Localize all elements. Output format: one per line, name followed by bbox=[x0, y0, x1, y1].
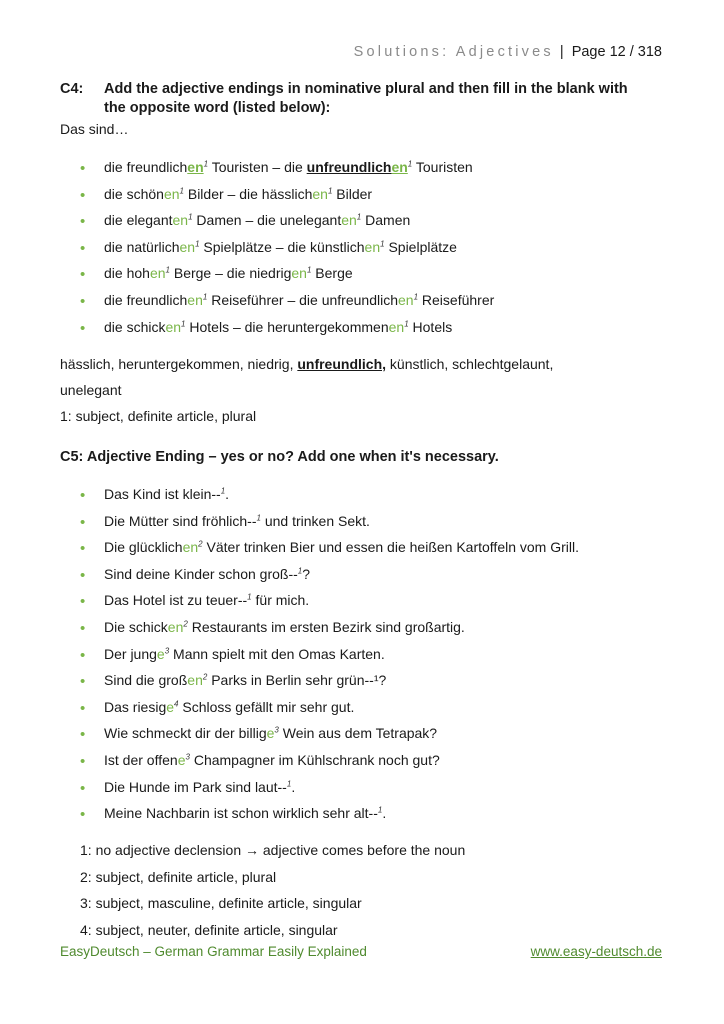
item-text: Die glücklich bbox=[104, 539, 183, 556]
list-item bbox=[78, 486, 579, 513]
header-separator: | bbox=[559, 44, 564, 60]
word-list-part: künstlich, schlechtgelaunt, bbox=[386, 356, 554, 372]
bullet-icon: • bbox=[80, 646, 86, 664]
footnote: 1: no adjective declension → adjective comes before the noun bbox=[80, 842, 466, 858]
bullet-icon: • bbox=[80, 593, 86, 611]
footnote-marker: 1 bbox=[327, 185, 333, 195]
item-text: Sind deine Kinder schon groß-- bbox=[104, 565, 298, 582]
list-item bbox=[78, 186, 494, 213]
item-text: Mann spielt mit den Omas Karten. bbox=[169, 645, 385, 662]
bullet-icon: • bbox=[80, 779, 86, 797]
item-text: Die Mütter sind fröhlich-- bbox=[104, 512, 257, 529]
bullet-icon: • bbox=[80, 513, 86, 531]
bullet-icon: • bbox=[80, 566, 86, 584]
bullet-icon: • bbox=[80, 319, 86, 337]
item-text: die freundlich bbox=[104, 159, 188, 175]
list-item bbox=[78, 779, 579, 806]
adjective-ending: en bbox=[165, 318, 182, 335]
list-item bbox=[78, 539, 579, 566]
c4-number: C4: bbox=[60, 81, 84, 97]
list-item bbox=[78, 319, 494, 346]
item-text: . bbox=[382, 805, 387, 822]
adjective-ending: en bbox=[187, 291, 203, 308]
footnote-marker: 3 bbox=[185, 752, 190, 762]
item-text: Hotels bbox=[408, 318, 453, 335]
adjective-ending: en bbox=[182, 539, 199, 556]
item-text: Parks in Berlin sehr grün--¹? bbox=[207, 672, 387, 689]
list-item bbox=[78, 265, 494, 292]
footnote-marker: 1 bbox=[202, 292, 208, 302]
adjective-ending: en bbox=[179, 238, 196, 255]
adjective-ending: en bbox=[187, 672, 203, 689]
footnote-marker: 1 bbox=[220, 486, 226, 496]
adjective-ending: en bbox=[163, 185, 180, 202]
c5-exercise-list bbox=[78, 486, 579, 832]
c4-note: 1: subject, definite article, plural bbox=[60, 408, 257, 424]
adjective-ending: e bbox=[156, 645, 165, 662]
adjective-ending: en bbox=[172, 212, 189, 229]
list-item bbox=[78, 619, 579, 646]
item-text: Schloss gefällt mir sehr gut. bbox=[178, 698, 355, 715]
item-text: Damen bbox=[361, 212, 411, 229]
list-item bbox=[78, 566, 579, 593]
list-item bbox=[78, 699, 579, 726]
c4-title-line1: Add the adjective endings in nominative plural and then fill in the blank with bbox=[104, 81, 628, 97]
footnote-marker: 1 bbox=[356, 212, 362, 222]
footnote-marker: 1 bbox=[195, 239, 200, 249]
list-item bbox=[78, 592, 579, 619]
item-text: die elegant bbox=[104, 212, 173, 229]
list-item bbox=[78, 292, 494, 319]
item-text: Das Hotel ist zu teuer-- bbox=[104, 592, 248, 609]
item-text: Berge bbox=[311, 265, 353, 282]
adjective-ending: en bbox=[167, 618, 184, 635]
item-text: Die Hunde im Park sind laut-- bbox=[104, 778, 287, 795]
adjective-ending: en bbox=[187, 159, 204, 175]
bullet-icon: • bbox=[80, 186, 86, 204]
c4-exercise-list bbox=[78, 159, 494, 345]
c4-title-line2: the opposite word (listed below): bbox=[104, 100, 331, 116]
adjective-ending: e bbox=[177, 751, 186, 768]
list-item bbox=[78, 672, 579, 699]
c4-intro: Das sind… bbox=[60, 121, 129, 137]
item-text: die hoh bbox=[104, 265, 150, 282]
footnote-marker: 1 bbox=[407, 159, 413, 169]
bullet-icon: • bbox=[80, 540, 86, 558]
item-text: Reiseführer bbox=[418, 291, 495, 308]
c5-notes bbox=[80, 837, 465, 943]
item-text: Das Kind ist klein-- bbox=[104, 486, 221, 502]
item-text: die schick bbox=[104, 318, 166, 335]
bullet-icon: • bbox=[80, 266, 86, 284]
item-text: ? bbox=[302, 565, 311, 582]
bullet-icon: • bbox=[80, 239, 86, 257]
adjective-ending: e bbox=[266, 725, 275, 742]
footer-brand: EasyDeutsch – German Grammar Easily Explained bbox=[60, 944, 367, 959]
adjective-ending: en bbox=[364, 238, 381, 255]
item-text: und trinken Sekt. bbox=[260, 512, 370, 529]
list-item bbox=[78, 646, 579, 673]
footnote-marker: 1 bbox=[286, 778, 292, 788]
item-text: . bbox=[291, 778, 296, 795]
answer-word: unfreundlich bbox=[306, 159, 392, 175]
footnote-marker: 2 bbox=[202, 672, 208, 682]
item-text: Wie schmeckt dir der billig bbox=[104, 725, 267, 742]
list-item bbox=[78, 805, 579, 832]
item-text: Das riesig bbox=[104, 698, 167, 715]
c5-heading: C5: Adjective Ending – yes or no? Add one when it's necessary. bbox=[60, 449, 499, 465]
adjective-ending: en bbox=[391, 159, 408, 175]
item-text: Wein aus dem Tetrapak? bbox=[278, 725, 438, 742]
list-item bbox=[78, 212, 494, 239]
bullet-icon: • bbox=[80, 160, 86, 177]
item-text: Bilder – die hässlich bbox=[183, 185, 313, 202]
adjective-ending: en bbox=[341, 212, 357, 229]
bullet-icon: • bbox=[80, 213, 86, 231]
item-text: für mich. bbox=[251, 592, 310, 609]
c4-word-list-cont: unelegant bbox=[60, 382, 122, 398]
item-text: die schön bbox=[104, 185, 164, 202]
bullet-icon: • bbox=[80, 726, 86, 744]
item-text: Touristen bbox=[412, 159, 473, 175]
adjective-ending: en bbox=[149, 265, 166, 282]
footnote-marker: 1 bbox=[380, 239, 385, 249]
adjective-ending: en bbox=[397, 291, 414, 308]
bullet-icon: • bbox=[80, 292, 86, 310]
item-text: Ist der offen bbox=[104, 751, 178, 768]
item-text: Väter trinken Bier und essen die heißen Kartoffeln vom Grill. bbox=[202, 539, 579, 556]
bullet-icon: • bbox=[80, 752, 86, 770]
page-header bbox=[354, 44, 662, 60]
item-text: Sind die groß bbox=[104, 672, 188, 689]
footnote-marker: 1 bbox=[306, 265, 312, 275]
bullet-icon: • bbox=[80, 699, 86, 717]
footer-website-link[interactable]: www.easy-deutsch.de bbox=[530, 944, 662, 959]
footnote: 4: subject, neuter, definite article, singular bbox=[80, 921, 338, 938]
footnote: 3: subject, masculine, definite article, singular bbox=[80, 895, 362, 911]
page-number: Page 12 / 318 bbox=[571, 44, 662, 60]
item-text: Die schick bbox=[104, 618, 168, 635]
item-text: Hotels – die heruntergekommen bbox=[185, 318, 389, 335]
adjective-ending: en bbox=[388, 318, 405, 335]
footnote-marker: 2 bbox=[183, 619, 188, 629]
word-list-part: hässlich, heruntergekommen, niedrig, bbox=[60, 356, 298, 372]
footnote: 2: subject, definite article, plural bbox=[80, 868, 277, 885]
footnote-marker: 1 bbox=[404, 318, 409, 328]
item-text: die natürlich bbox=[104, 238, 180, 255]
adjective-ending: e bbox=[166, 698, 175, 715]
adjective-ending: en bbox=[291, 265, 307, 282]
item-text: . bbox=[225, 486, 230, 502]
header-topic: Solutions: Adjectives bbox=[353, 44, 554, 60]
bullet-icon: • bbox=[80, 673, 86, 691]
item-text: Berge – die niedrig bbox=[169, 265, 292, 282]
footnote-marker: 4 bbox=[174, 699, 179, 709]
bullet-icon: • bbox=[80, 806, 86, 824]
footnote-marker: 1 bbox=[256, 512, 261, 522]
footnote-marker: 1 bbox=[165, 265, 170, 275]
adjective-ending: en bbox=[312, 185, 328, 202]
item-text: die freundlich bbox=[104, 291, 188, 308]
item-text: Spielplätze – die künstlich bbox=[199, 238, 365, 255]
footnote-marker: 1 bbox=[377, 805, 383, 815]
bullet-icon: • bbox=[80, 619, 86, 637]
item-text: Touristen – die bbox=[208, 159, 307, 175]
item-text: Bilder bbox=[332, 185, 373, 202]
footnote-marker: 1 bbox=[203, 159, 209, 169]
footnote-marker: 1 bbox=[188, 212, 193, 222]
word-list-highlight: unfreundlich, bbox=[297, 356, 387, 372]
footnote-marker: 1 bbox=[413, 292, 419, 302]
item-text: Der jung bbox=[104, 645, 157, 662]
item-text: Champagner im Kühlschrank noch gut? bbox=[189, 751, 440, 768]
c4-heading bbox=[60, 80, 660, 118]
footnote-marker: 3 bbox=[164, 645, 170, 655]
list-item bbox=[78, 513, 579, 540]
footnote-marker: 3 bbox=[274, 725, 279, 735]
bullet-icon: • bbox=[80, 487, 86, 504]
item-text: Meine Nachbarin ist schon wirklich sehr alt-- bbox=[104, 805, 378, 822]
list-item bbox=[78, 752, 579, 779]
footnote-marker: 1 bbox=[181, 318, 186, 328]
item-text: Spielplätze bbox=[384, 238, 457, 255]
list-item bbox=[78, 725, 579, 752]
list-item bbox=[78, 239, 494, 266]
c4-word-list bbox=[60, 356, 553, 372]
footnote-marker: 1 bbox=[179, 185, 184, 195]
list-item bbox=[78, 159, 494, 186]
footnote-marker: 1 bbox=[297, 566, 303, 576]
item-text: Restaurants im ersten Bezirk sind großartig. bbox=[187, 618, 465, 635]
footnote-marker: 2 bbox=[198, 539, 203, 549]
item-text: Damen – die unelegant bbox=[192, 212, 342, 229]
footnote-marker: 1 bbox=[247, 592, 252, 602]
item-text: Reiseführer – die unfreundlich bbox=[207, 291, 398, 308]
